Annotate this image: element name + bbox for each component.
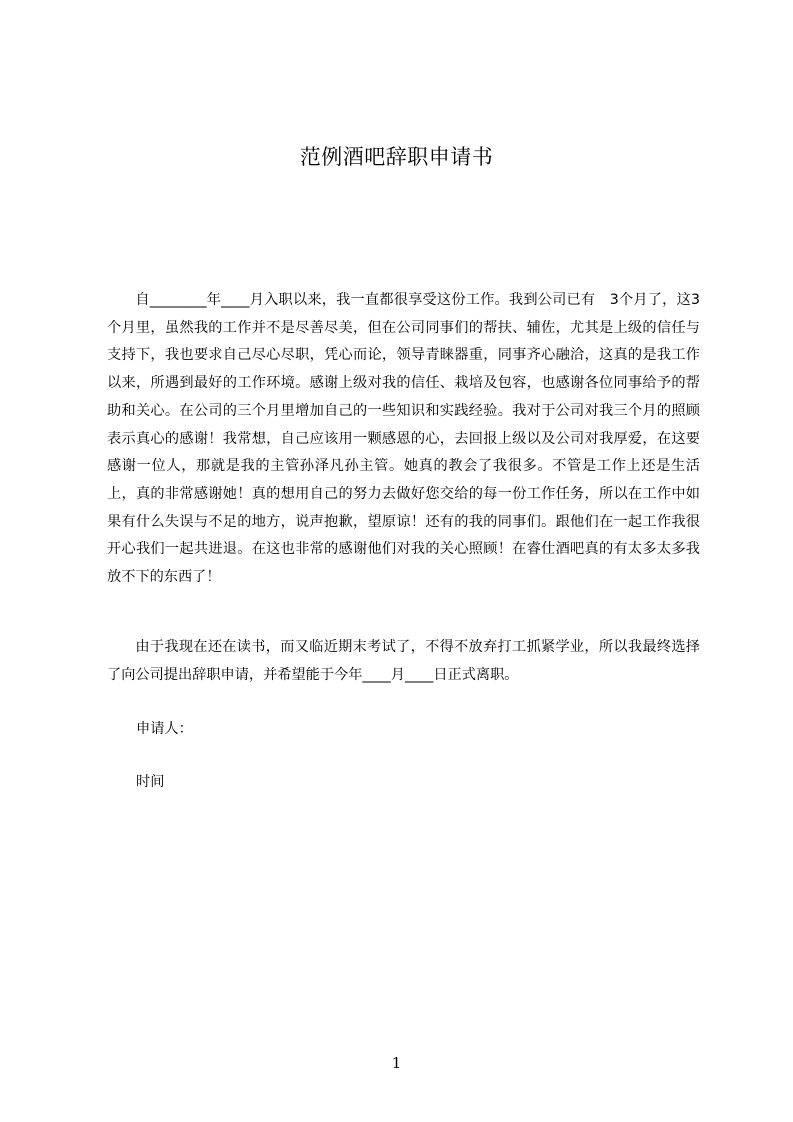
body-paragraph-2: 由于我现在还在读书，而又临近期末考试了，不得不放弃打工抓紧学业，所以我最终选择了向公司提出辞职申请，并希望能于今年____月____日正式离职。 xyxy=(107,639,700,683)
page-number: 1 xyxy=(391,1054,402,1072)
document-title: 范例酒吧辞职申请书 xyxy=(299,145,494,169)
applicant-label: 申请人： xyxy=(136,721,193,737)
body-paragraph-1: 自________年____月入职以来，我一直都很享受这份工作。我到公司已有 3个月了，这3个月里，虽然我的工作并不是尽善尽美，但在公司同事们的帮扶、辅佐，尤其是上级的信任与支持下，我也要求自己尽心尽职，凭心而论，领导青睐器重，同事齐心融洽，这真的是我工作以来，所遇到最好的工作环境。感谢上级对我的信任、栽培及包容，也感谢各位同事给予的帮助和关心。在公司的三个月里增加自己的一些知识和实践经验。我对于公司对我三个月的照顾表示真心的感谢！我常想，自己应该用一颗感恩的心，去回报上级以及公司对我厚爱，在这要感谢一位人，那就是我的主管孙泽凡孙主管。她真的教会了我很多。不管是工作上还是生活上，真的非常感谢她！真的想用自己的努力去做好您交给的每一份工作任务，所以在工作中如果有什么失误与不足的地方，说声抱歉，望原谅！还有的我的同事们。跟他们在一起工作我很开心我们一起共进退。在这也非常的感谢他们对我的关心照顾！在睿仕酒吧真的有太多太多我放不下的东西了！ xyxy=(107,292,700,586)
date-label: 时间 xyxy=(136,774,165,790)
